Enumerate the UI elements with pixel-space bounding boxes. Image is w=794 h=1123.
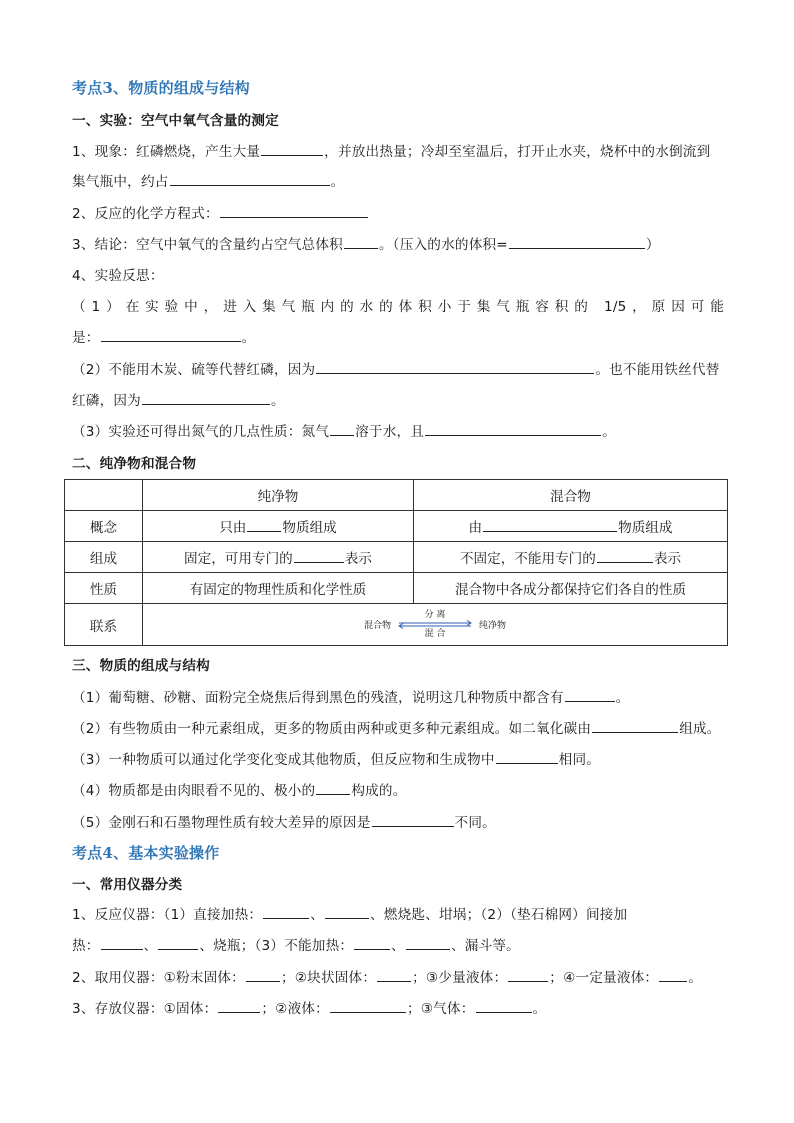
text: （3）实验还可得出氮气的几点性质：氮气 (72, 424, 330, 440)
sec4-line3 (72, 968, 724, 988)
table-header-cell (65, 480, 143, 511)
arrow-group (397, 610, 473, 639)
blank[interactable] (406, 936, 450, 950)
text: 。 (688, 970, 703, 986)
cell-pure-concept (143, 511, 414, 542)
blank[interactable] (246, 968, 280, 982)
text: 2、取用仪器：①粉末固体： (72, 970, 245, 986)
row-label-property: 性质 (65, 573, 143, 604)
blank[interactable] (597, 549, 653, 563)
text: 、烧瓶；（3）不能加热： (199, 938, 354, 954)
blank[interactable] (158, 936, 198, 950)
text: 是： (72, 330, 100, 346)
sec1-line9 (72, 391, 724, 411)
section3-heading: 三、物质的组成与结构 (72, 658, 210, 674)
text: 1、现象：红磷燃烧，产生大量 (72, 144, 261, 160)
text: ；②液体： (261, 1001, 329, 1017)
cell-mix-concept (414, 511, 728, 542)
row-label-concept: 概念 (65, 511, 143, 542)
text: 只由 (219, 520, 247, 536)
blank[interactable] (565, 688, 615, 702)
blank[interactable] (476, 999, 532, 1013)
table-row (65, 511, 728, 542)
sec1-line4 (72, 235, 724, 255)
blank[interactable] (372, 813, 454, 827)
table-header-mixture: 混合物 (414, 480, 728, 511)
blank[interactable] (354, 936, 390, 950)
mixing-label: 混 合 (424, 629, 446, 639)
separation-label: 分 离 (424, 610, 446, 620)
sec1-line8 (72, 360, 724, 380)
table-row (65, 604, 728, 646)
blank[interactable] (220, 204, 368, 218)
text: （2）有些物质由一种元素组成，更多的物质由两种或更多种元素组成。如二氧化碳由 (72, 721, 592, 737)
text: （4）物质都是由肉眼看不见的、极小的 (72, 783, 316, 799)
row-label-composition: 组成 (65, 542, 143, 573)
blank[interactable] (330, 422, 354, 436)
blank[interactable] (101, 936, 143, 950)
text: 相同。 (558, 752, 601, 768)
sec1-line1 (72, 142, 724, 162)
text: 、漏斗等。 (450, 938, 520, 954)
blank[interactable] (377, 968, 411, 982)
blank[interactable] (425, 422, 601, 436)
text: 热： (72, 938, 100, 954)
table-header-pure: 纯净物 (143, 480, 414, 511)
kaodian3-title: 考点3、物质的组成与结构 (72, 79, 250, 97)
text: 、 (143, 938, 158, 954)
text: （2）不能用木炭、硫等代替红磷，因为 (72, 362, 316, 378)
blank[interactable] (218, 999, 260, 1013)
sec3-line3 (72, 750, 724, 770)
blank[interactable] (170, 172, 330, 186)
table-row (65, 542, 728, 573)
sec3-line5 (72, 813, 724, 833)
relation-diagram-cell (143, 604, 728, 646)
text: 。 (615, 690, 630, 706)
section1-heading: 一、实验：空气中氧气含量的测定 (72, 113, 279, 129)
blank[interactable] (316, 360, 594, 374)
text: 。 (270, 393, 285, 409)
blank[interactable] (261, 142, 323, 156)
row-label-relation: 联系 (65, 604, 143, 646)
section2-heading: 二、纯净物和混合物 (72, 456, 197, 472)
text: ；③气体： (406, 1001, 475, 1017)
sec1-line10 (72, 422, 724, 442)
text: 、 (391, 938, 405, 954)
sec3-line2 (72, 719, 724, 739)
text: 构成的。 (351, 783, 407, 799)
pure-substance-label: 纯净物 (479, 621, 507, 631)
sec1-line2 (72, 172, 724, 192)
text: ；④一定量液体： (549, 970, 659, 986)
text: 。（压入的水的体积= (378, 237, 508, 253)
text: （3）一种物质可以通过化学变化变成其他物质，但反应物和生成物中 (72, 752, 495, 768)
text: 3、存放仪器：①固体： (72, 1001, 218, 1017)
text: 1、反应仪器：（1）直接加热： (72, 907, 263, 923)
blank[interactable] (247, 518, 281, 532)
section4-heading: 一、常用仪器分类 (72, 877, 183, 893)
text: 物质组成 (618, 520, 673, 536)
text: 表示 (344, 551, 372, 567)
sec1-line6: （1）在实验中，进入集气瓶内的水的体积小于集气瓶容积的 1/5，原因可能 (72, 299, 724, 315)
comparison-table (64, 479, 728, 646)
blank[interactable] (294, 549, 344, 563)
text: 不固定，不能用专门的 (459, 551, 596, 567)
text: 、 (310, 907, 325, 923)
table-header-row (65, 480, 728, 511)
table-row (65, 573, 728, 604)
text: （1）葡萄糖、砂糖、面粉完全烧焦后得到黑色的残渣，说明这几种物质中都含有 (72, 690, 564, 706)
text: ；②块状固体： (280, 970, 377, 986)
blank[interactable] (142, 391, 270, 405)
text: ） (645, 237, 660, 253)
relation-diagram (364, 610, 506, 639)
text: 。也不能用铁丝代替 (595, 362, 720, 378)
cell-mix-property: 混合物中各成分都保持它们各自的性质 (414, 573, 728, 604)
blank[interactable] (330, 999, 406, 1013)
cell-pure-property: 有固定的物理性质和化学性质 (143, 573, 414, 604)
text: ；③少量液体： (412, 970, 508, 986)
text: （5）金刚石和石墨物理性质有较大差异的原因是 (72, 815, 371, 831)
text: ，并放出热量；冷却至室温后，打开止水夹，烧杯中的水倒流到 (324, 144, 711, 160)
blank[interactable] (508, 968, 548, 982)
blank[interactable] (316, 781, 350, 795)
text: 、燃烧匙、坩埚；（2）（垫石棉网）间接加 (370, 907, 628, 923)
sec3-line4 (72, 781, 724, 801)
text: 红磷，因为 (72, 393, 141, 409)
blank[interactable] (325, 905, 369, 919)
text: 不同。 (454, 815, 496, 831)
cell-mix-composition (414, 542, 728, 573)
sec1-line3 (72, 204, 724, 224)
blank[interactable] (496, 750, 558, 764)
blank[interactable] (592, 719, 678, 733)
text: 溶于水，且 (355, 424, 425, 440)
blank[interactable] (509, 235, 645, 249)
text: 2、反应的化学方程式： (72, 206, 219, 222)
mixture-label: 混合物 (363, 621, 391, 631)
blank[interactable] (263, 905, 309, 919)
blank[interactable] (101, 328, 241, 342)
text: 由 (468, 520, 483, 536)
text: 。 (330, 174, 345, 190)
sec3-line1 (72, 688, 724, 708)
kaodian4-title: 考点4、基本实验操作 (72, 844, 220, 862)
blank[interactable] (344, 235, 378, 249)
blank[interactable] (483, 518, 617, 532)
sec4-line2 (72, 936, 724, 956)
text: 。 (241, 330, 256, 346)
sec1-line5: 4、实验反思： (72, 268, 164, 284)
text: 物质组成 (282, 520, 337, 536)
sec4-line1 (72, 905, 724, 925)
text: 组成。 (679, 721, 721, 737)
text: 固定，可用专门的 (184, 551, 293, 567)
sec4-line4 (72, 999, 724, 1019)
double-arrow-icon (397, 620, 473, 629)
text: 。 (532, 1001, 547, 1017)
cell-pure-composition (143, 542, 414, 573)
text: 表示 (653, 551, 682, 567)
sec1-line7 (72, 328, 724, 348)
text: 集气瓶中，约占 (72, 174, 169, 190)
blank[interactable] (659, 968, 687, 982)
text: 3、结论：空气中氧气的含量约占空气总体积 (72, 237, 343, 253)
text: 。 (602, 424, 616, 440)
